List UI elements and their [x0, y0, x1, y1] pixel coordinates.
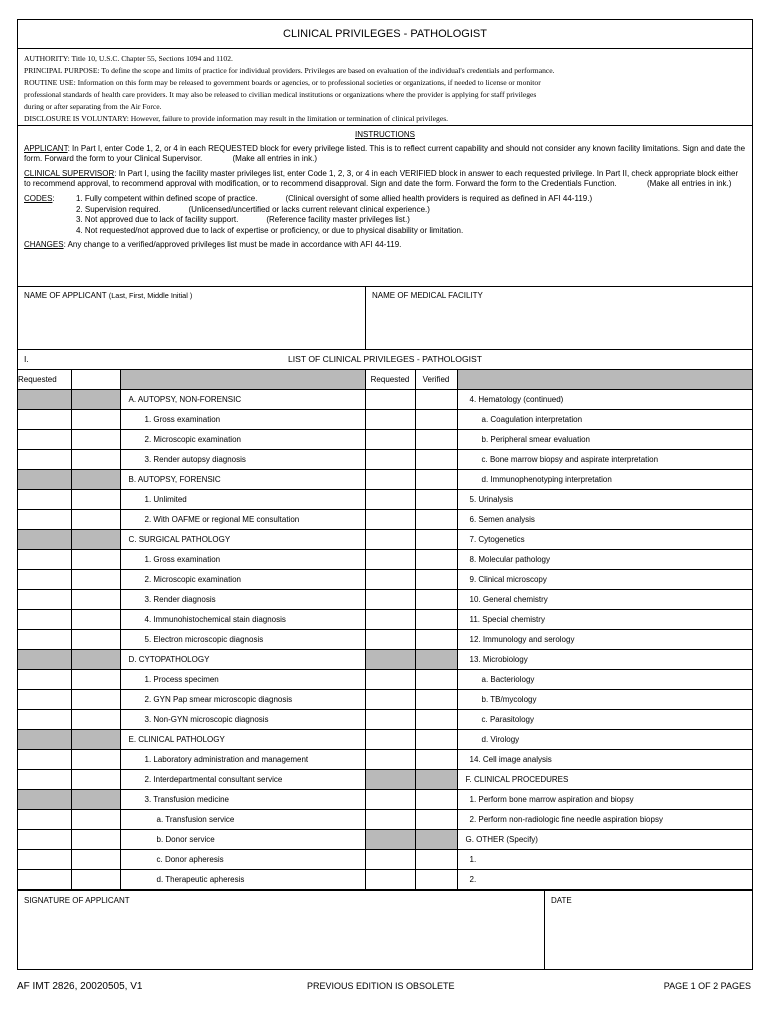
blank-cell[interactable] [71, 550, 120, 570]
privilege-label: 5. Electron microscopic diagnosis [120, 630, 365, 650]
privilege-label: a. Transfusion service [120, 810, 365, 830]
purpose-line: PRINCIPAL PURPOSE: To define the scope and limits of practice for individual providers. Privileges are based on evaluation of the individual's credentials and performance. [24, 66, 555, 75]
requested-cell-right[interactable] [365, 590, 415, 610]
verified-cell-right[interactable] [415, 870, 457, 890]
requested-cell [18, 390, 71, 410]
privilege-label: 5. Urinalysis [457, 490, 752, 510]
privilege-row [18, 690, 752, 710]
privilege-label: 11. Special chemistry [457, 610, 752, 630]
requested-cell-right[interactable] [365, 870, 415, 890]
privilege-label: c. Bone marrow biopsy and aspirate interpretation [457, 450, 752, 470]
requested-cell-right[interactable] [365, 690, 415, 710]
requested-cell-right[interactable] [365, 810, 415, 830]
requested-cell [18, 790, 71, 810]
privilege-label: 1. [457, 850, 752, 870]
code-item: 3. Not approved due to lack of facility support. (Reference facility master privileges list.) [76, 215, 410, 225]
privilege-label: 1. Unlimited [120, 490, 365, 510]
privilege-label: B. AUTOPSY, FORENSIC [120, 470, 365, 490]
privilege-row [18, 470, 752, 490]
verified-cell-right[interactable] [415, 750, 457, 770]
privilege-label: c. Donor apheresis [120, 850, 365, 870]
privilege-label: 3. Non-GYN microscopic diagnosis [120, 710, 365, 730]
privilege-label: b. Donor service [120, 830, 365, 850]
requested-cell-right[interactable] [365, 670, 415, 690]
codes-list: CODES: 1. Fully competent within defined scope of practice. (Clinical oversight of some allied health providers is required as defined in AFI 44-119.) 2. Supervision required. (Unlicensed/uncertified or lacks current relevant clinical experience.) 3. Not approved due to lack of facility support. (Reference facility master privileges list.) 4. Not requested/not approved due to lack of expertise or proficiency, or due to physical disability or limitation. [24, 193, 593, 235]
verified-cell-right[interactable] [415, 730, 457, 750]
requested-cell-right[interactable] [365, 470, 415, 490]
blank-cell [71, 470, 120, 490]
requested-cell [18, 470, 71, 490]
privilege-row [18, 670, 752, 690]
privilege-label: 2. Perform non-radiologic fine needle aspiration biopsy [457, 810, 752, 830]
requested-cell[interactable] [18, 450, 71, 470]
requested-cell[interactable] [18, 870, 71, 890]
privilege-row [18, 590, 752, 610]
section-title: LIST OF CLINICAL PRIVILEGES - PATHOLOGIST [287, 354, 483, 364]
requested-cell-right [365, 830, 415, 850]
blank-cell[interactable] [71, 610, 120, 630]
privilege-row [18, 750, 752, 770]
verified-cell-right[interactable] [415, 610, 457, 630]
requested-cell-right[interactable] [365, 610, 415, 630]
disclosure-line: DISCLOSURE IS VOLUNTARY: However, failure to provide information may result in the limitation or termination of clinical privileges. [24, 114, 449, 123]
verified-cell-right [415, 770, 457, 790]
privilege-label: 6. Semen analysis [457, 510, 752, 530]
privileges-form [17, 19, 753, 970]
requested-cell-right[interactable] [365, 490, 415, 510]
privilege-label: A. AUTOPSY, NON-FORENSIC [120, 390, 365, 410]
requested-cell-right[interactable] [365, 450, 415, 470]
requested-cell-right[interactable] [365, 530, 415, 550]
blank-cell[interactable] [71, 430, 120, 450]
applicant-name-field[interactable]: NAME OF APPLICANT (Last, First, Middle Initial ) [18, 287, 366, 349]
privilege-row [18, 570, 752, 590]
code-item: 2. Supervision required. (Unlicensed/uncertified or lacks current relevant clinical experience.) [76, 204, 430, 214]
requested-cell [18, 530, 71, 550]
authority-line: AUTHORITY: Title 10, U.S.C. Chapter 55, Sections 1094 and 1102. [24, 54, 233, 63]
name-fields [18, 287, 752, 350]
privilege-row [18, 530, 752, 550]
privilege-row [18, 810, 752, 830]
blank-cell[interactable] [71, 830, 120, 850]
requested-cell[interactable] [18, 810, 71, 830]
privilege-row [18, 650, 752, 670]
requested-cell[interactable] [18, 770, 71, 790]
instructions-heading: INSTRUCTIONS [355, 130, 415, 139]
privilege-label: C. SURGICAL PATHOLOGY [120, 530, 365, 550]
verified-cell-right[interactable] [415, 510, 457, 530]
privilege-label: 1. Process specimen [120, 670, 365, 690]
blank-cell[interactable] [71, 450, 120, 470]
privacy-act-statement [18, 49, 752, 126]
privilege-row [18, 490, 752, 510]
blank-cell[interactable] [71, 750, 120, 770]
requested-cell-right[interactable] [365, 790, 415, 810]
privilege-label: 9. Clinical microscopy [457, 570, 752, 590]
verified-cell-right[interactable] [415, 810, 457, 830]
privilege-row [18, 630, 752, 650]
privilege-label: a. Bacteriology [457, 670, 752, 690]
requested-cell-right[interactable] [365, 850, 415, 870]
verified-cell-right[interactable] [415, 530, 457, 550]
routine-use-line: during or after separating from the Air Force. [24, 102, 162, 111]
blank-cell [71, 730, 120, 750]
blank-cell[interactable] [71, 510, 120, 530]
privilege-label: 2. [457, 870, 752, 890]
form-title: CLINICAL PRIVILEGES - PATHOLOGIST [18, 20, 752, 49]
requested-cell [18, 730, 71, 750]
blank-cell[interactable] [71, 670, 120, 690]
privilege-label: 1. Laboratory administration and management [120, 750, 365, 770]
blank-cell [71, 650, 120, 670]
blank-cell[interactable] [71, 570, 120, 590]
requested-cell[interactable] [18, 410, 71, 430]
privilege-label: 2. Microscopic examination [120, 430, 365, 450]
privilege-label: E. CLINICAL PATHOLOGY [120, 730, 365, 750]
verified-cell-right[interactable] [415, 410, 457, 430]
verified-cell-right[interactable] [415, 710, 457, 730]
requested-cell[interactable] [18, 850, 71, 870]
blank-cell [71, 390, 120, 410]
privilege-label: 14. Cell image analysis [457, 750, 752, 770]
privilege-label: 3. Render diagnosis [120, 590, 365, 610]
form-id: AF IMT 2826, 20020505, V1 [17, 981, 143, 992]
verified-cell-right[interactable] [415, 570, 457, 590]
code-item: 1. Fully competent within defined scope of practice. (Clinical oversight of some allied health providers is required as defined in AFI 44-119.) [76, 193, 593, 203]
requested-cell[interactable] [18, 610, 71, 630]
verified-cell-right[interactable] [415, 630, 457, 650]
edition-note: PREVIOUS EDITION IS OBSOLETE [307, 981, 455, 991]
privilege-label: d. Immunophenotyping interpretation [457, 470, 752, 490]
form-footer [17, 981, 751, 997]
privilege-label: b. TB/mycology [457, 690, 752, 710]
privilege-label: 4. Hematology (continued) [457, 390, 752, 410]
verified-cell-right[interactable] [415, 550, 457, 570]
privilege-label: 10. General chemistry [457, 590, 752, 610]
signature-row [18, 890, 752, 969]
privilege-label: b. Peripheral smear evaluation [457, 430, 752, 450]
privilege-label: 3. Render autopsy diagnosis [120, 450, 365, 470]
privileges-table [18, 370, 752, 890]
privilege-row [18, 770, 752, 790]
privilege-label: 2. With OAFME or regional ME consultation [120, 510, 365, 530]
privilege-label: d. Therapeutic apheresis [120, 870, 365, 890]
verified-cell-right[interactable] [415, 470, 457, 490]
requested-cell[interactable] [18, 710, 71, 730]
requested-cell[interactable] [18, 690, 71, 710]
page-number: PAGE 1 OF 2 PAGES [663, 981, 751, 991]
requested-cell-right[interactable] [365, 630, 415, 650]
instructions [18, 126, 752, 287]
applicant-instructions: APPLICANT: In Part I, enter Code 1, 2, or 4 in each REQUESTED block for every privilege listed. This is to reflect current capability and should not consider any known facility limitations. Sign and date the form. Forward the form to your Clinical Supervisor. (Make all entries in ink.) [24, 143, 746, 164]
privilege-row [18, 850, 752, 870]
supervisor-instructions: CLINICAL SUPERVISOR: In Part I, using the facility master privileges list, enter Code 1, 2, 3, or 4 in each VERIFIED block in answer to each requested privilege. In Part II, check appropriate block either to recommend approval, to recommend approval with modification, or to recommend disapproval. Sign and date the form. Forward the form to the Credentials Function. (Make all entries in ink.) [24, 168, 739, 189]
privilege-label: 13. Microbiology [457, 650, 752, 670]
changes-instructions: CHANGES: Any change to a verified/approved privileges list must be made in accordance with AFI 44-119. [24, 240, 402, 250]
requested-cell[interactable] [18, 430, 71, 450]
requested-cell [18, 650, 71, 670]
blank-cell[interactable] [71, 490, 120, 510]
privilege-label: 12. Immunology and serology [457, 630, 752, 650]
requested-column-header: Requested [365, 370, 415, 390]
column-header-row [18, 370, 752, 390]
blank-cell [71, 530, 120, 550]
privilege-label: 8. Molecular pathology [457, 550, 752, 570]
date-field[interactable]: DATE [551, 896, 572, 905]
privilege-label: c. Parasitology [457, 710, 752, 730]
privilege-label: 3. Transfusion medicine [120, 790, 365, 810]
routine-use-line: ROUTINE USE: Information on this form may be released to government boards or agencies, or to professional societies or organizations, if needed to license or monitor [24, 78, 541, 87]
requested-cell[interactable] [18, 490, 71, 510]
blank-cell[interactable] [71, 770, 120, 790]
privilege-label: 2. Interdepartmental consultant service [120, 770, 365, 790]
privilege-row [18, 550, 752, 570]
privilege-label: 1. Gross examination [120, 410, 365, 430]
requested-cell[interactable] [18, 570, 71, 590]
verified-cell-right[interactable] [415, 590, 457, 610]
requested-cell-right[interactable] [365, 390, 415, 410]
privilege-row [18, 450, 752, 470]
privilege-row [18, 510, 752, 530]
requested-cell[interactable] [18, 510, 71, 530]
verified-column-header: Verified [415, 370, 457, 390]
privilege-label: 4. Immunohistochemical stain diagnosis [120, 610, 365, 630]
privilege-row [18, 390, 752, 410]
blank-cell [71, 790, 120, 810]
verified-cell-right[interactable] [415, 490, 457, 510]
code-item: 4. Not requested/not approved due to lack of expertise or proficiency, or due to physical disability or limitation. [76, 225, 464, 235]
verified-cell-right [415, 830, 457, 850]
verified-cell-right[interactable] [415, 450, 457, 470]
facility-name-field[interactable]: NAME OF MEDICAL FACILITY [372, 291, 483, 300]
requested-cell-right[interactable] [365, 750, 415, 770]
section-header: I. LIST OF CLINICAL PRIVILEGES - PATHOLOGIST [18, 350, 752, 370]
requested-column-header: Requested [18, 370, 71, 390]
verified-cell-right[interactable] [415, 850, 457, 870]
applicant-signature-field[interactable]: SIGNATURE OF APPLICANT [18, 891, 545, 969]
requested-cell-right [365, 650, 415, 670]
privilege-row [18, 430, 752, 450]
privilege-label: D. CYTOPATHOLOGY [120, 650, 365, 670]
requested-cell-right[interactable] [365, 730, 415, 750]
verified-cell-right[interactable] [415, 670, 457, 690]
requested-cell[interactable] [18, 630, 71, 650]
blank-cell[interactable] [71, 710, 120, 730]
blank-cell[interactable] [71, 410, 120, 430]
blank-cell[interactable] [71, 630, 120, 650]
requested-cell-right[interactable] [365, 550, 415, 570]
privilege-row [18, 790, 752, 810]
requested-cell-right[interactable] [365, 570, 415, 590]
privilege-row [18, 830, 752, 850]
privilege-label: 1. Gross examination [120, 550, 365, 570]
requested-cell[interactable] [18, 750, 71, 770]
verified-cell-right[interactable] [415, 790, 457, 810]
blank-cell[interactable] [71, 870, 120, 890]
requested-cell-right[interactable] [365, 430, 415, 450]
privilege-row [18, 730, 752, 750]
verified-cell-right [415, 650, 457, 670]
requested-cell-right[interactable] [365, 410, 415, 430]
verified-cell-right[interactable] [415, 690, 457, 710]
privilege-label: d. Virology [457, 730, 752, 750]
requested-cell-right[interactable] [365, 510, 415, 530]
privilege-label: F. CLINICAL PROCEDURES [457, 770, 752, 790]
verified-cell-right[interactable] [415, 430, 457, 450]
privilege-label: 7. Cytogenetics [457, 530, 752, 550]
requested-cell[interactable] [18, 670, 71, 690]
requested-cell[interactable] [18, 830, 71, 850]
blank-cell[interactable] [71, 590, 120, 610]
privilege-label: 2. Microscopic examination [120, 570, 365, 590]
requested-cell-right[interactable] [365, 710, 415, 730]
privilege-label: 1. Perform bone marrow aspiration and biopsy [457, 790, 752, 810]
verified-cell-right[interactable] [415, 390, 457, 410]
privilege-label: G. OTHER (Specify) [457, 830, 752, 850]
privilege-label: a. Coagulation interpretation [457, 410, 752, 430]
privilege-label: 2. GYN Pap smear microscopic diagnosis [120, 690, 365, 710]
requested-cell[interactable] [18, 590, 71, 610]
privilege-row [18, 870, 752, 890]
blank-cell[interactable] [71, 850, 120, 870]
routine-use-line: professional standards of health care providers. It may also be released to civilian medical institutions or organizations where the provider is applying for staff privileges [24, 90, 537, 99]
requested-cell[interactable] [18, 550, 71, 570]
blank-cell[interactable] [71, 690, 120, 710]
requested-cell-right [365, 770, 415, 790]
privilege-row [18, 410, 752, 430]
privilege-row [18, 710, 752, 730]
blank-cell[interactable] [71, 810, 120, 830]
privilege-row [18, 610, 752, 630]
